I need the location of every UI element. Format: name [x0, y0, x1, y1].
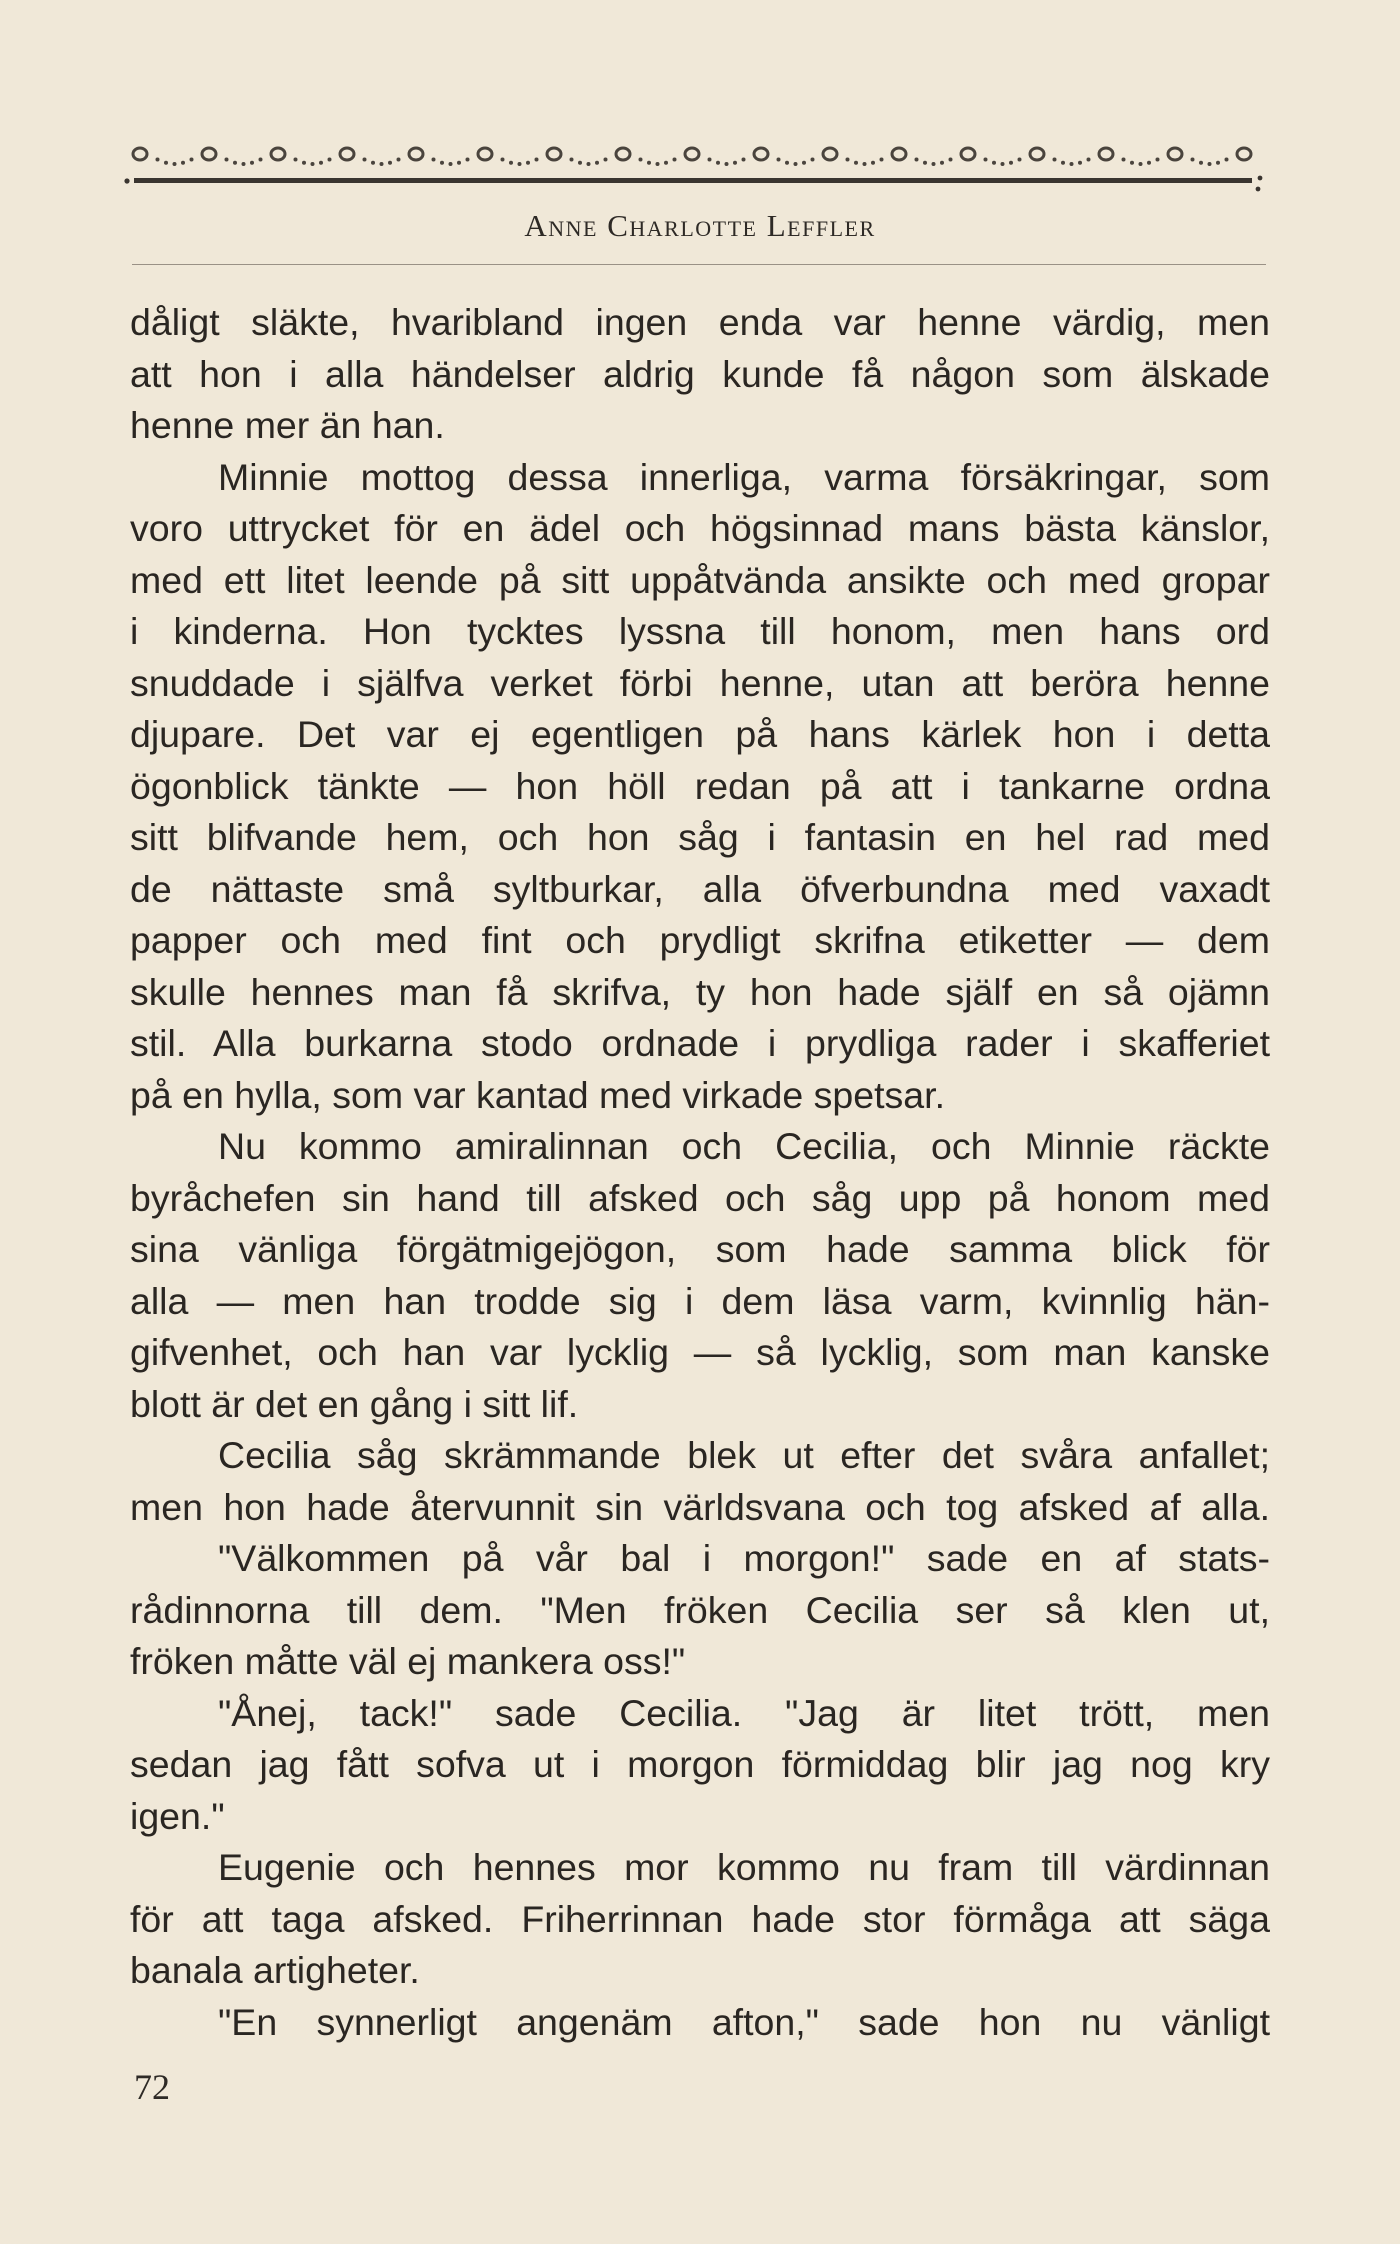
- ornament-ring: [478, 148, 492, 160]
- ornament-dot: [595, 161, 599, 165]
- text-line: skulle hennes man få skrifva, ty hon hade själf en så ojämn: [130, 970, 1270, 1013]
- ornament-dot: [664, 161, 668, 165]
- text-line: stil. Alla burkarna stodo ordnade i prydliga rader i skafferiet: [130, 1022, 1270, 1064]
- text-line: alla — men han trodde sig i dem läsa varm, kvinnlig hän-: [130, 1279, 1270, 1322]
- ornament-dot: [604, 158, 608, 162]
- ornament-ring: [685, 148, 699, 160]
- ornament-dot: [863, 162, 867, 166]
- ornament-dot: [509, 161, 513, 165]
- text-line: banala artigheter.: [130, 1949, 420, 1991]
- ornament-dot: [1053, 158, 1057, 162]
- ornament-dot: [225, 158, 229, 162]
- text-line: med ett litet leende på sitt uppåtvända ansikte och med gropar: [130, 558, 1270, 601]
- text-line: sina vänliga förgätmigejögon, som hade samma blick för: [130, 1228, 1270, 1270]
- ornament-dot: [984, 158, 988, 162]
- text-line: Minnie mottog dessa innerliga, varma försäkringar, som: [218, 455, 1270, 498]
- ornament-dot: [1216, 161, 1220, 165]
- ornament-dot: [328, 158, 332, 162]
- author-name: Anne Charlotte Leffler: [524, 208, 876, 243]
- ornament-dot: [777, 158, 781, 162]
- ornament-dot: [457, 161, 461, 165]
- ornament-ring: [754, 148, 768, 160]
- ornament-ring: [1168, 148, 1182, 160]
- text-line: ögonblick tänkte — hon höll redan på att i tankarne ordna: [130, 764, 1270, 807]
- ornament-dot: [1191, 158, 1195, 162]
- ornament-dot: [1147, 161, 1151, 165]
- text-line: för att taga afsked. Friherrinnan hade stor förmåga att säga: [130, 1897, 1270, 1940]
- ornament-dot: [466, 158, 470, 162]
- ornament-ring: [961, 148, 975, 160]
- ornament-dot: [311, 162, 315, 166]
- text-line: sedan jag fått sofva ut i morgon förmiddag blir jag nog kry: [130, 1743, 1270, 1785]
- ornament-dot: [794, 162, 798, 166]
- text-line: dåligt släkte, hvaribland ingen enda var henne värdig, men: [130, 301, 1270, 343]
- ornament-ring: [202, 148, 216, 160]
- text-line: snuddade i själfva verket förbi henne, utan att beröra henne: [130, 661, 1270, 704]
- text-line: henne mer än han.: [130, 404, 445, 446]
- ornament-dot: [992, 161, 996, 165]
- ornament-dot: [1208, 162, 1212, 166]
- text-line: de nättaste små syltburkar, alla öfverbundna med vaxadt: [130, 867, 1270, 910]
- ornament-dot: [656, 162, 660, 166]
- ornament-dot: [156, 158, 160, 162]
- ornament-dot: [716, 161, 720, 165]
- ornament-ring: [409, 148, 423, 160]
- ornament-dot: [432, 158, 436, 162]
- ornament-dot: [371, 161, 375, 165]
- header-rule: [132, 264, 1266, 265]
- ornament-dot: [294, 158, 298, 162]
- ornament-dot: [1087, 158, 1091, 162]
- ornament-dot: [535, 158, 539, 162]
- ornament-dot: [1018, 158, 1022, 162]
- ornament-dot: [449, 162, 453, 166]
- ornament-dot: [1061, 161, 1065, 165]
- ornament-dot: [949, 158, 953, 162]
- ornament-dot: [733, 161, 737, 165]
- ornament-dot: [501, 158, 505, 162]
- ornament-ring: [271, 148, 285, 160]
- ornament-dot: [363, 158, 367, 162]
- ornament-dot: [518, 162, 522, 166]
- body-text: [130, 297, 1270, 2048]
- ornament-dot: [1070, 162, 1074, 166]
- ornament-dot: [639, 158, 643, 162]
- page-number: 72: [134, 2067, 170, 2107]
- text-line: papper och med fint och prydligt skrifna etiketter — dem: [130, 919, 1270, 961]
- ornament-ring: [616, 148, 630, 160]
- ornament-dot: [725, 162, 729, 166]
- ornament-dot: [785, 161, 789, 165]
- ornament-dot: [578, 161, 582, 165]
- text-line: rådinnorna till dem. "Men fröken Cecilia ser så klen ut,: [130, 1588, 1270, 1631]
- text-line: fröken måtte väl ej mankera oss!": [130, 1640, 686, 1682]
- ornament-dot: [932, 162, 936, 166]
- ornament-dot: [647, 161, 651, 165]
- ornament-dot: [708, 158, 712, 162]
- ornament-ring: [1099, 148, 1113, 160]
- ornament-dot: [242, 162, 246, 166]
- ornament-dot: [923, 161, 927, 165]
- ornament-dot: [440, 161, 444, 165]
- ornament-dot: [570, 158, 574, 162]
- ornament-ring: [823, 148, 837, 160]
- ornament-ring: [547, 148, 561, 160]
- ornament-dot: [302, 161, 306, 165]
- ornament-dot: [1130, 161, 1134, 165]
- ornament-dot: [173, 162, 177, 166]
- ornament-dot: [164, 161, 168, 165]
- ornament-dot: [233, 161, 237, 165]
- text-line: Eugenie och hennes mor kommo nu fram till värdinnan: [218, 1846, 1270, 1888]
- ornament-dot: [940, 161, 944, 165]
- text-line: Nu kommo amiralinnan och Cecilia, och Minnie räckte: [218, 1125, 1270, 1167]
- ornament-dot: [388, 161, 392, 165]
- ornament-dot: [802, 161, 806, 165]
- text-line: i kinderna. Hon tycktes lyssna till honom, men hans ord: [130, 610, 1270, 652]
- text-line: Cecilia såg skrämmande blek ut efter det svåra anfallet;: [218, 1434, 1270, 1476]
- text-line: att hon i alla händelser aldrig kunde få någon som älskade: [130, 352, 1270, 395]
- ornament-dot: [380, 162, 384, 166]
- ornament-dot: [673, 158, 677, 162]
- ornament-dot: [1122, 158, 1126, 162]
- text-line: "Välkommen på vår bal i morgon!" sade en af stats-: [218, 1537, 1270, 1579]
- text-line: "En synnerligt angenäm afton," sade hon nu vänligt: [218, 2000, 1270, 2043]
- text-line: gifvenhet, och han var lycklig — så lycklig, som man kanske: [130, 1331, 1270, 1373]
- ornament-dot: [871, 161, 875, 165]
- ornament-dot: [854, 161, 858, 165]
- text-line: blott är det en gång i sitt lif.: [130, 1382, 579, 1425]
- ornament-dot: [1199, 161, 1203, 165]
- ornament-dot: [526, 161, 530, 165]
- ornament-dot: [259, 158, 263, 162]
- ornament-dot: [811, 158, 815, 162]
- ornament-dot: [319, 161, 323, 165]
- ornament-dot: [1139, 162, 1143, 166]
- running-head: [0, 208, 1400, 244]
- text-line: igen.": [130, 1794, 225, 1837]
- ornament-dot: [250, 161, 254, 165]
- ornament-dot: [846, 158, 850, 162]
- ornament-ring: [892, 148, 906, 160]
- text-line: sitt blifvande hem, och hon såg i fantasin en hel rad med: [130, 816, 1270, 858]
- ornament-dot: [587, 162, 591, 166]
- ornament-dot: [1156, 158, 1160, 162]
- ornament-ring: [1030, 148, 1044, 160]
- text-line: voro uttrycket för en ädel och högsinnad mans bästa känslor,: [130, 507, 1270, 549]
- text-line: "Ånej, tack!" sade Cecilia. "Jag är litet trött, men: [218, 1691, 1270, 1734]
- text-line: djupare. Det var ej egentligen på hans kärlek hon i detta: [130, 713, 1270, 755]
- ornamental-header-band: [124, 134, 1266, 192]
- ornament-dot: [1225, 158, 1229, 162]
- ornament-dot: [1001, 162, 1005, 166]
- ornament-dot: [190, 158, 194, 162]
- ornament-ring: [133, 148, 147, 160]
- ornament-dot: [880, 158, 884, 162]
- ornament-dot: [1009, 161, 1013, 165]
- ornament-dot: [181, 161, 185, 165]
- text-line: på en hylla, som var kantad med virkade spetsar.: [130, 1073, 946, 1116]
- ornament-dot: [1078, 161, 1082, 165]
- ornament-dot: [742, 158, 746, 162]
- text-line: byråchefen sin hand till afsked och såg upp på honom med: [130, 1176, 1270, 1219]
- text-line: men hon hade återvunnit sin världsvana och tog afsked af alla.: [130, 1485, 1270, 1528]
- ornament-dot: [915, 158, 919, 162]
- ornament-ring: [1237, 148, 1251, 160]
- ornament-ring: [340, 148, 354, 160]
- ornament-dot: [397, 158, 401, 162]
